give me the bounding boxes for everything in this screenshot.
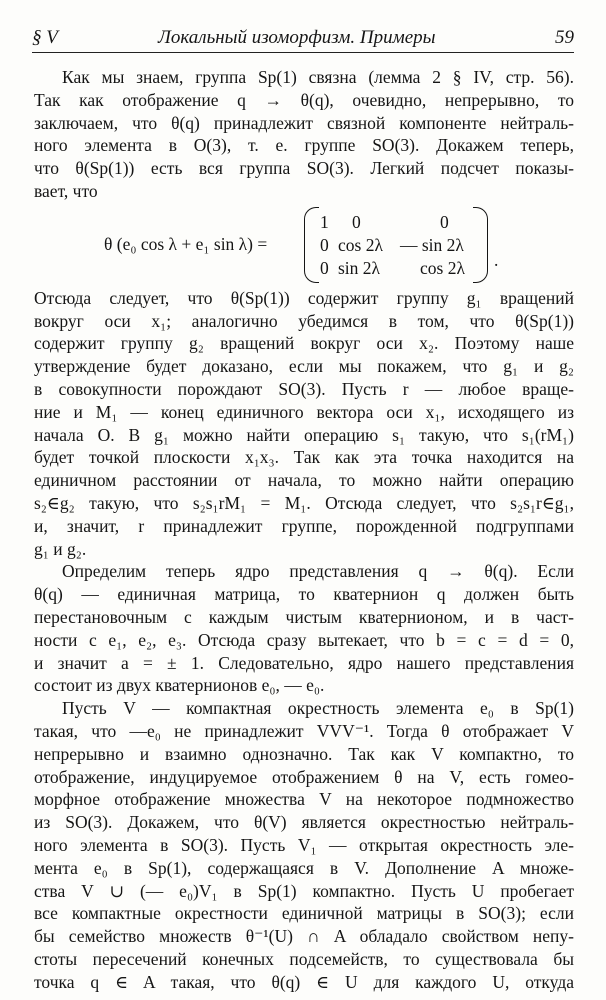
matrix-cell: sin 2λ <box>338 257 381 278</box>
matrix-right-paren <box>473 207 488 283</box>
paragraph-1 <box>34 66 574 203</box>
text-line: будет точкой плоскости x₁x₃. Так как эта точка находится на <box>34 447 574 468</box>
matrix-cell: — sin 2λ <box>400 234 464 255</box>
text-line: Так как отображение q → θ(q), очевидно, непрерывно, то <box>34 89 574 110</box>
paragraph-2 <box>34 287 574 561</box>
text-line: ние и M₁ — конец единичного вектора оси x₁, исходящего из <box>34 401 574 422</box>
matrix-cell: 0 <box>352 211 361 232</box>
text-line: вокруг оси x₁; аналогично убедимся в том, что θ(Sp(1)) <box>34 310 574 331</box>
text-line: ного элемента в O(3), т. е. группе SO(3). Докажем теперь, <box>34 135 574 156</box>
text-line: единичном расстоянии от начала, то можно найти операцию <box>34 470 574 491</box>
matrix-cell: cos 2λ <box>338 234 383 255</box>
text-line: мента e₀ в Sp(1), содержащаяся в V. Дополнение A множе- <box>34 857 574 878</box>
rotation-matrix-formula <box>34 205 574 285</box>
running-header <box>32 24 574 53</box>
paragraph-4 <box>34 697 574 993</box>
text-line: из SO(3). Докажем, что θ(V) является окрестностью нейтраль- <box>34 812 574 833</box>
matrix-cell: 1 <box>320 211 329 232</box>
header-title: Локальный изоморфизм. Примеры <box>158 27 436 48</box>
text-line: s₂∈g₂ такую, что s₂s₁rM₁ = M₁. Отсюда следует, что s₂s₁r∈g₁, <box>34 492 574 513</box>
text-line: отображение, индуцируемое отображением θ на V, есть гомео- <box>34 766 574 787</box>
matrix <box>304 207 488 283</box>
text-line: ства V ∪ (— e₀)V₁ в Sp(1) компактно. Пусть U пробегает <box>34 880 574 901</box>
header-section: § V <box>32 27 58 48</box>
matrix-row <box>312 257 480 281</box>
text-line: вает, что <box>34 180 98 201</box>
matrix-cell: 0 <box>320 257 329 278</box>
text-line: Отсюда следует, что θ(Sp(1)) содержит группу g₁ вращений <box>34 287 574 308</box>
text-line: точка q ∈ A такая, что θ(q) ∈ U для каждого U, откуда <box>34 971 574 992</box>
text-line: Пусть V — компактная окрестность элемента e₀ в Sp(1) <box>62 698 574 719</box>
text-line: θ(q) — единичная матрица, то кватернион q должен быть <box>34 584 574 605</box>
matrix-row <box>312 234 480 258</box>
page-body <box>34 66 574 993</box>
page-number: 59 <box>555 27 574 48</box>
text-line: заключаем, что θ(q) принадлежит связной компоненте нейтраль- <box>34 112 574 133</box>
text-line: стоты пересечений конечных подсемейств, то существовала бы <box>34 948 574 969</box>
matrix-row <box>312 211 480 235</box>
text-line: начала O. В g₁ можно найти операцию s₁ такую, что s₁(rM₁) <box>34 424 574 445</box>
matrix-cell: cos 2λ <box>420 257 465 278</box>
text-line: все компактные окрестности единичной матрицы в SO(3); если <box>34 903 574 924</box>
text-line: морфное отображение множества V на некоторое подмножество <box>34 789 574 810</box>
matrix-cell: 0 <box>440 211 449 232</box>
text-line: ности с e₁, e₂, e₃. Отсюда сразу вытекает, что b = c = d = 0, <box>34 629 574 650</box>
text-line: утверждение будет доказано, если мы покажем, что g₁ и g₂ <box>34 356 574 377</box>
text-line: g₁ и g₂. <box>34 538 87 559</box>
formula-end: . <box>494 249 499 270</box>
text-line: бы семейство множеств θ⁻¹(U) ∩ A обладало свойством непу- <box>34 926 574 947</box>
text-line: в совокупности порождают SO(3). Пусть r — любое враще- <box>34 378 574 399</box>
formula-lhs: θ (e₀ cos λ + e₁ sin λ) = <box>104 233 268 254</box>
text-line: что θ(Sp(1)) есть вся группа SO(3). Легкий подсчет показы- <box>34 158 574 179</box>
text-line: и значит a = ± 1. Следовательно, ядро нашего представления <box>34 652 574 673</box>
text-line: содержит группу g₂ вращений вокруг оси x₂. Поэтому наше <box>34 333 574 354</box>
text-line: такая, что —e₀ не принадлежит VVV⁻¹. Тогда θ отображает V <box>34 720 574 741</box>
text-line: перестановочным с каждым чистым кватернионом, и в част- <box>34 606 574 627</box>
text-line: непрерывно и взаимно однозначно. Так как V компактно, то <box>34 743 574 764</box>
text-line: состоит из двух кватернионов e₀, — e₀. <box>34 675 325 696</box>
text-line: и, значит, r принадлежит группе, порожденной подгруппами <box>34 515 574 536</box>
text-line: Как мы знаем, группа Sp(1) связна (лемма 2 § IV, стр. 56). <box>62 67 574 87</box>
paragraph-3 <box>34 560 574 697</box>
matrix-cell: 0 <box>320 234 329 255</box>
text-line: Определим теперь ядро представления q → θ(q). Если <box>62 561 574 582</box>
text-line: ного элемента в SO(3). Пусть V₁ — открытая окрестность эле- <box>34 834 574 855</box>
